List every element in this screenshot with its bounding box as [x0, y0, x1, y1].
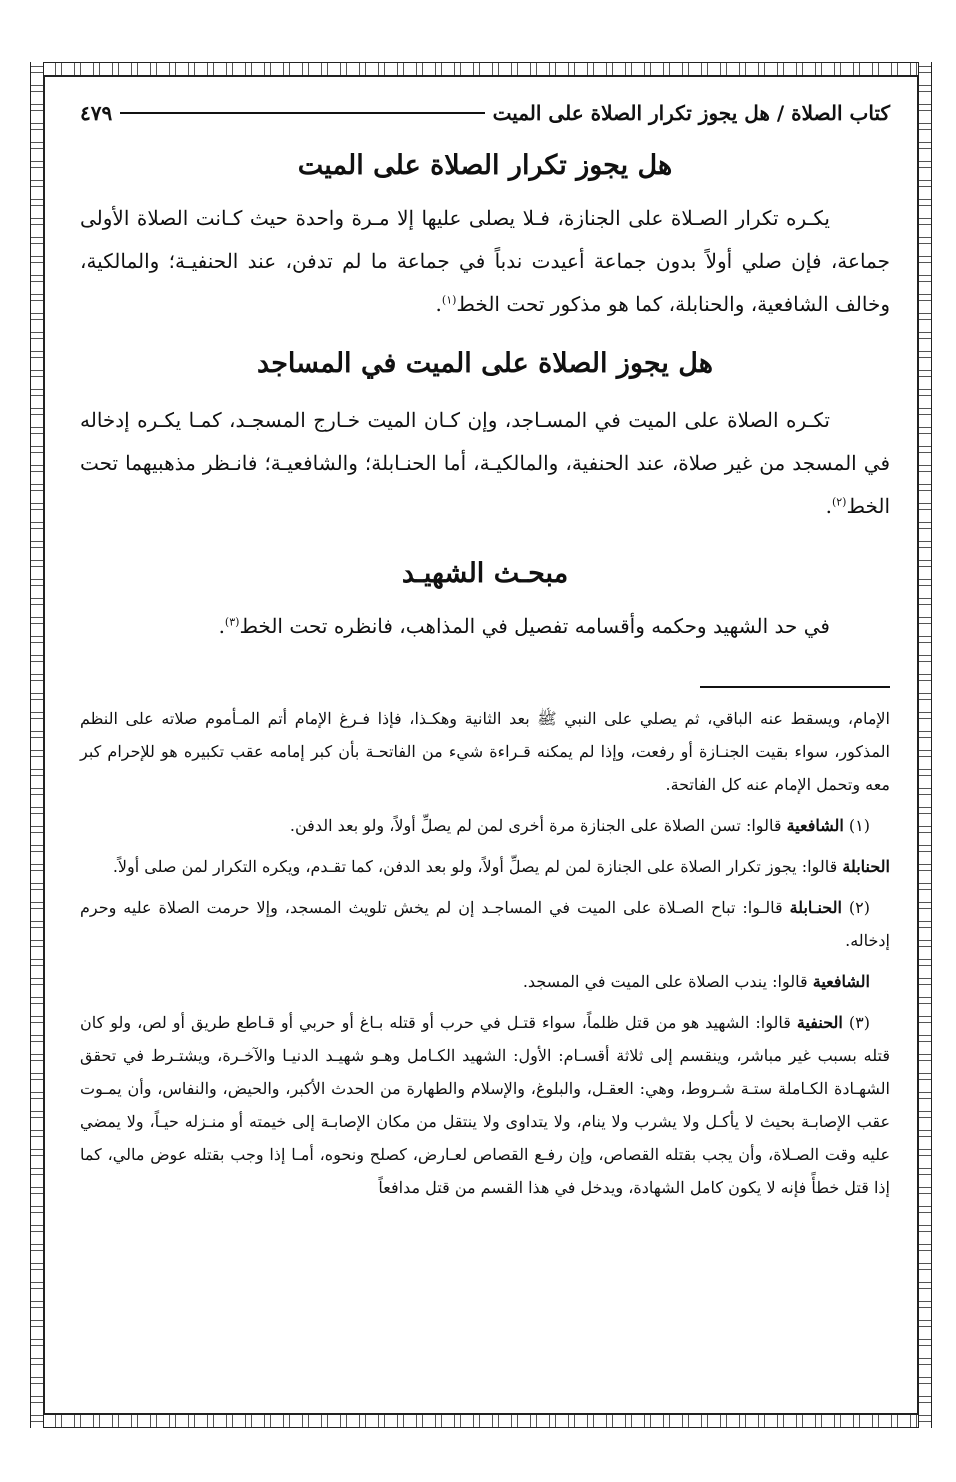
page-number: ٤٧٩	[80, 101, 113, 125]
madhhab-label: الحنـابلة	[789, 898, 842, 917]
footnote-ref[interactable]: (١)	[441, 293, 457, 307]
paragraph-end: .	[825, 494, 832, 518]
footnotes	[80, 702, 890, 1204]
paragraph-end: .	[218, 614, 225, 638]
section-heading-repeat-prayer: هل يجوز تكرار الصلاة على الميت	[297, 150, 673, 181]
footnote-number: (٣)	[848, 1013, 870, 1032]
footnote-number: (١)	[848, 816, 870, 835]
header-title: كتاب الصلاة / هل يجوز تكرار الصلاة على الميت	[492, 101, 890, 125]
footnote-1	[80, 809, 890, 842]
footnote-1-cont	[80, 850, 890, 883]
border-bottom	[30, 1414, 932, 1428]
border-left	[30, 62, 44, 1428]
paragraph-text: في حد الشهيد وحكمه وأقسامه تفصيل في المذاهب، فانظره تحت الخط	[239, 614, 830, 638]
footnote-text: قالوا: الشهيد هو من قتل ظلماً، سواء قتـل في حرب أو قتله بـاغ أو حربي أو قـاطع طريق أو لص، ولو كان قتله بسبب غير مباشر، وينقسم إلى ثلاثة أقسـام: الأول: الشهيد الكـامل وهـو شهيـد الدنيـا والآخـرة، ويشتـرط في تحقق الشهـادة الكـاملة ستـة شـروط، وهي: العقـل، والبلوغ، والإسلام والطهارة من الحدث الأكبر، والحيض، والنفاس، وأن يمـوت عقب الإصابـة بحيث لا يأكـل ولا يشرب ولا ينام، ولا يتداوى ولا ينتقل من مكان الإصابـة إلى خيمته أو منـزله حيـاً، ولا يمضي عليه وقت الصـلاة، وأن يجب بقتله القصاص، وإن رفـع القصاص لعـارض، كصلح ونحوه، أمـا إذا وجب بقتله عوض مالي، كما إذا قتل خطأً فإنه لا يكون كامل الشهادة، ويدخل في هذا القسم من قتل مدافعاً	[80, 1013, 890, 1197]
footnote-ref[interactable]: (٢)	[831, 495, 847, 509]
running-header	[80, 90, 890, 136]
footnote-text: قالـوا: تباح الصـلاة على الميت في المساجـد إن لم يخش تلويث المسجد، وإلا حرمت الصلاة عليه وحرم إدخاله.	[80, 898, 890, 950]
page-content	[80, 90, 890, 1204]
paragraph-end: .	[435, 292, 442, 316]
section-paragraph-mosque-prayer	[80, 399, 890, 528]
footnote-number: (٢)	[848, 898, 871, 917]
footnote-ref[interactable]: (٣)	[224, 615, 240, 629]
madhhab-label: الشافعية	[812, 972, 870, 991]
header-rule	[120, 112, 484, 114]
madhhab-label: الحنفية	[796, 1013, 843, 1032]
footnote-text: قالوا: تسن الصلاة على الجنازة مرة أخرى لمن لم يصلِّ أولاً، ولو بعد الدفن.	[289, 816, 787, 835]
footnote-text: قالوا: يندب الصلاة على الميت في المسجد.	[522, 972, 813, 991]
footnote-continuation: الإمام، ويسقط عنه الباقي، ثم يصلي على النبي ﷺ بعد الثانية وهكـذا، فإذا فـرغ الإمام أتم المـأموم صلاته على النظم المذكور، سواء بقيت الجنـازة أو رفعت، وإذا لم يمكنه قـراءة شيء من الفاتحـة بأن كبر إمامه عقب تكبيره هو للإحرام كبر معه وتحمل الإمام عنه كل الفاتحة.	[80, 709, 890, 794]
section-paragraph-repeat-prayer	[80, 197, 890, 326]
footnote-2-cont	[80, 965, 890, 998]
footnote-2	[80, 891, 890, 957]
section-heading-mosque-prayer: هل يجوز الصلاة على الميت في المساجد	[257, 348, 713, 379]
border-right	[918, 62, 932, 1428]
madhhab-label: الحنابلة	[842, 857, 890, 876]
footnote-separator	[700, 686, 890, 688]
paragraph-text: تكـره الصلاة على الميت في المسـاجد، وإن كـان الميت خـارج المسجـد، كمـا يكـره إدخاله في المسجد من غير صلاة، عند الحنفية، والمالكيـة، أما الحنـابلة؛ والشافعيـة؛ فانـظر مذهبيهما تحت الخط	[80, 408, 890, 518]
madhhab-label: الشافعية	[786, 816, 844, 835]
paragraph-text: يكـره تكرار الصـلاة على الجنازة، فـلا يصلى عليها إلا مـرة واحدة حيث كـانت الصلاة الأولى جماعة، فإن صلي أولاً بدون جماعة أعيدت ندباً في جماعة ما لم تدفن، عند الحنفيـة؛ والمالكية، وخالف الشافعية، والحنابلة، كما هو مذكور تحت الخط	[80, 206, 890, 316]
footnote-text: قالوا: يجوز تكرار الصلاة على الجنازة لمن لم يصلِّ أولاً، ولو بعد الدفن، كما تقـدم، ويكره التكرار لمن صلى أولاً.	[112, 857, 843, 876]
border-top	[30, 62, 932, 76]
section-paragraph-martyr	[80, 605, 890, 648]
section-heading-martyr: مبحـث الشهيـد	[401, 558, 569, 589]
footnote-3	[80, 1006, 890, 1204]
